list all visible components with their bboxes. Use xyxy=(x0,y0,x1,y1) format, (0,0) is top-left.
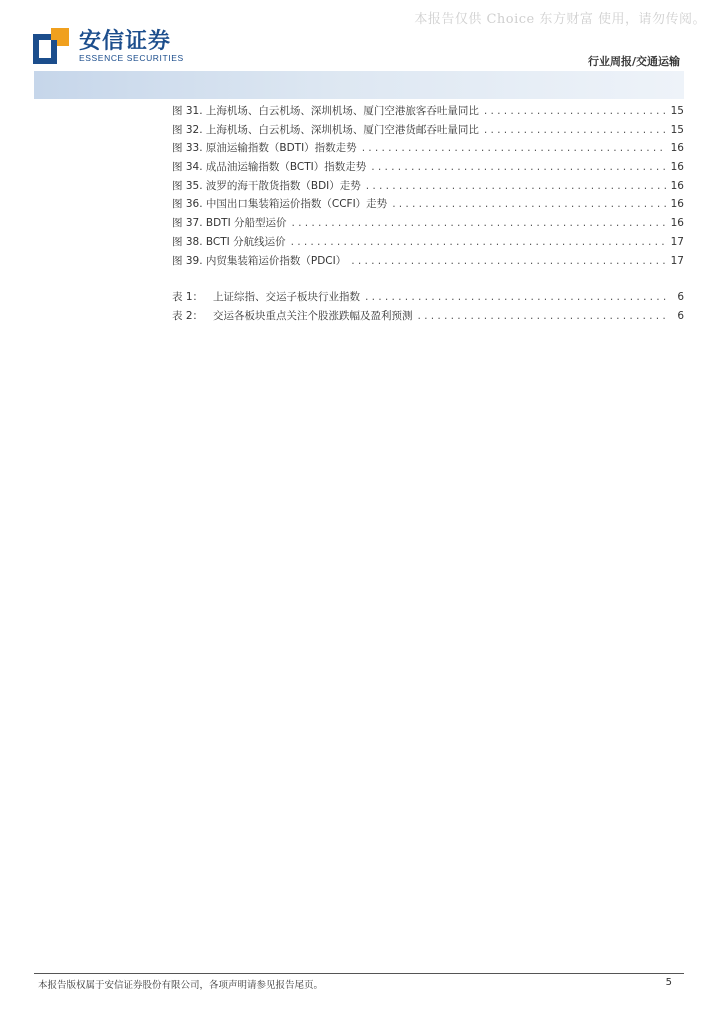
toc-entry-page: 16 xyxy=(670,179,684,192)
toc-entry-figure-31[interactable] xyxy=(172,103,684,122)
toc-entry-page: 16 xyxy=(670,142,684,155)
toc-entry-label: 表 2： 交运各板块重点关注个股涨跌幅及盈利预测 xyxy=(172,309,413,322)
report-section-label: 行业周报/交通运输 xyxy=(587,55,680,68)
toc-entry-page: 17 xyxy=(670,235,684,248)
toc-entry-figure-39[interactable] xyxy=(172,253,684,272)
toc-entry-page: 16 xyxy=(670,161,684,174)
toc-leader-dots xyxy=(417,312,666,322)
toc-leader-dots xyxy=(361,144,666,154)
page-number: 5 xyxy=(665,977,672,988)
toc-entry-label: 图 33. 原油运输指数（BDTI）指数走势 xyxy=(172,142,357,155)
toc-entry-label: 图 35. 波罗的海干散货指数（BDI）走势 xyxy=(172,179,361,192)
toc-entry-label: 图 39. 内贸集装箱运价指数（PDCI） xyxy=(172,254,347,267)
toc-entry-label: 图 32. 上海机场、白云机场、深圳机场、厦门空港货邮吞吐量同比 xyxy=(172,123,479,136)
header-band xyxy=(34,71,684,99)
toc-leader-dots xyxy=(364,293,666,303)
toc-spacer xyxy=(172,271,684,289)
toc-leader-dots xyxy=(350,257,666,267)
toc-entry-page: 15 xyxy=(670,123,684,136)
toc-leader-dots xyxy=(391,200,666,210)
brand-name-cn: 安信证券 xyxy=(79,29,172,54)
toc-entry-label: 表 1： 上证综指、交运子板块行业指数 xyxy=(172,291,361,304)
footer-disclaimer: 本报告版权属于安信证券股份有限公司，各项声明请参见报告尾页。 xyxy=(38,980,324,991)
table-of-figures xyxy=(172,103,684,327)
toc-leader-dots xyxy=(483,126,666,136)
toc-entry-table-1[interactable] xyxy=(172,289,684,308)
toc-entry-page: 6 xyxy=(677,291,684,304)
toc-leader-dots xyxy=(483,107,666,117)
toc-entry-figure-35[interactable] xyxy=(172,178,684,197)
toc-entry-page: 17 xyxy=(670,254,684,267)
toc-leader-dots xyxy=(365,182,666,192)
toc-entry-figure-33[interactable] xyxy=(172,140,684,159)
footer-divider xyxy=(34,973,684,974)
toc-entry-page: 16 xyxy=(670,198,684,211)
toc-entry-label: 图 31. 上海机场、白云机场、深圳机场、厦门空港旅客吞吐量同比 xyxy=(172,105,479,117)
toc-entry-page: 15 xyxy=(670,105,684,117)
toc-entry-table-2[interactable] xyxy=(172,308,684,327)
toc-entry-label: 图 37. BDTI 分船型运价 xyxy=(172,217,287,230)
toc-entry-figure-34[interactable] xyxy=(172,159,684,178)
toc-entry-figure-37[interactable] xyxy=(172,215,684,234)
toc-entry-label: 图 38. BCTI 分航线运价 xyxy=(172,235,286,248)
toc-leader-dots xyxy=(291,219,666,229)
toc-entry-figure-32[interactable] xyxy=(172,122,684,141)
toc-entry-figure-38[interactable] xyxy=(172,234,684,253)
toc-entry-label: 图 34. 成品油运输指数（BCTI）指数走势 xyxy=(172,161,367,174)
watermark-text: 本报告仅供 Choice 东方财富 使用，请勿传阅。 xyxy=(414,12,706,27)
toc-entry-page: 6 xyxy=(677,309,684,322)
logo-mark-icon xyxy=(33,28,69,64)
toc-leader-dots xyxy=(290,238,666,248)
company-logo xyxy=(33,24,193,66)
toc-leader-dots xyxy=(370,163,666,173)
brand-name-en: ESSENCE SECURITIES xyxy=(79,53,184,63)
toc-entry-label: 图 36. 中国出口集装箱运价指数（CCFI）走势 xyxy=(172,198,388,211)
toc-entry-page: 16 xyxy=(670,217,684,230)
toc-entry-figure-36[interactable] xyxy=(172,196,684,215)
